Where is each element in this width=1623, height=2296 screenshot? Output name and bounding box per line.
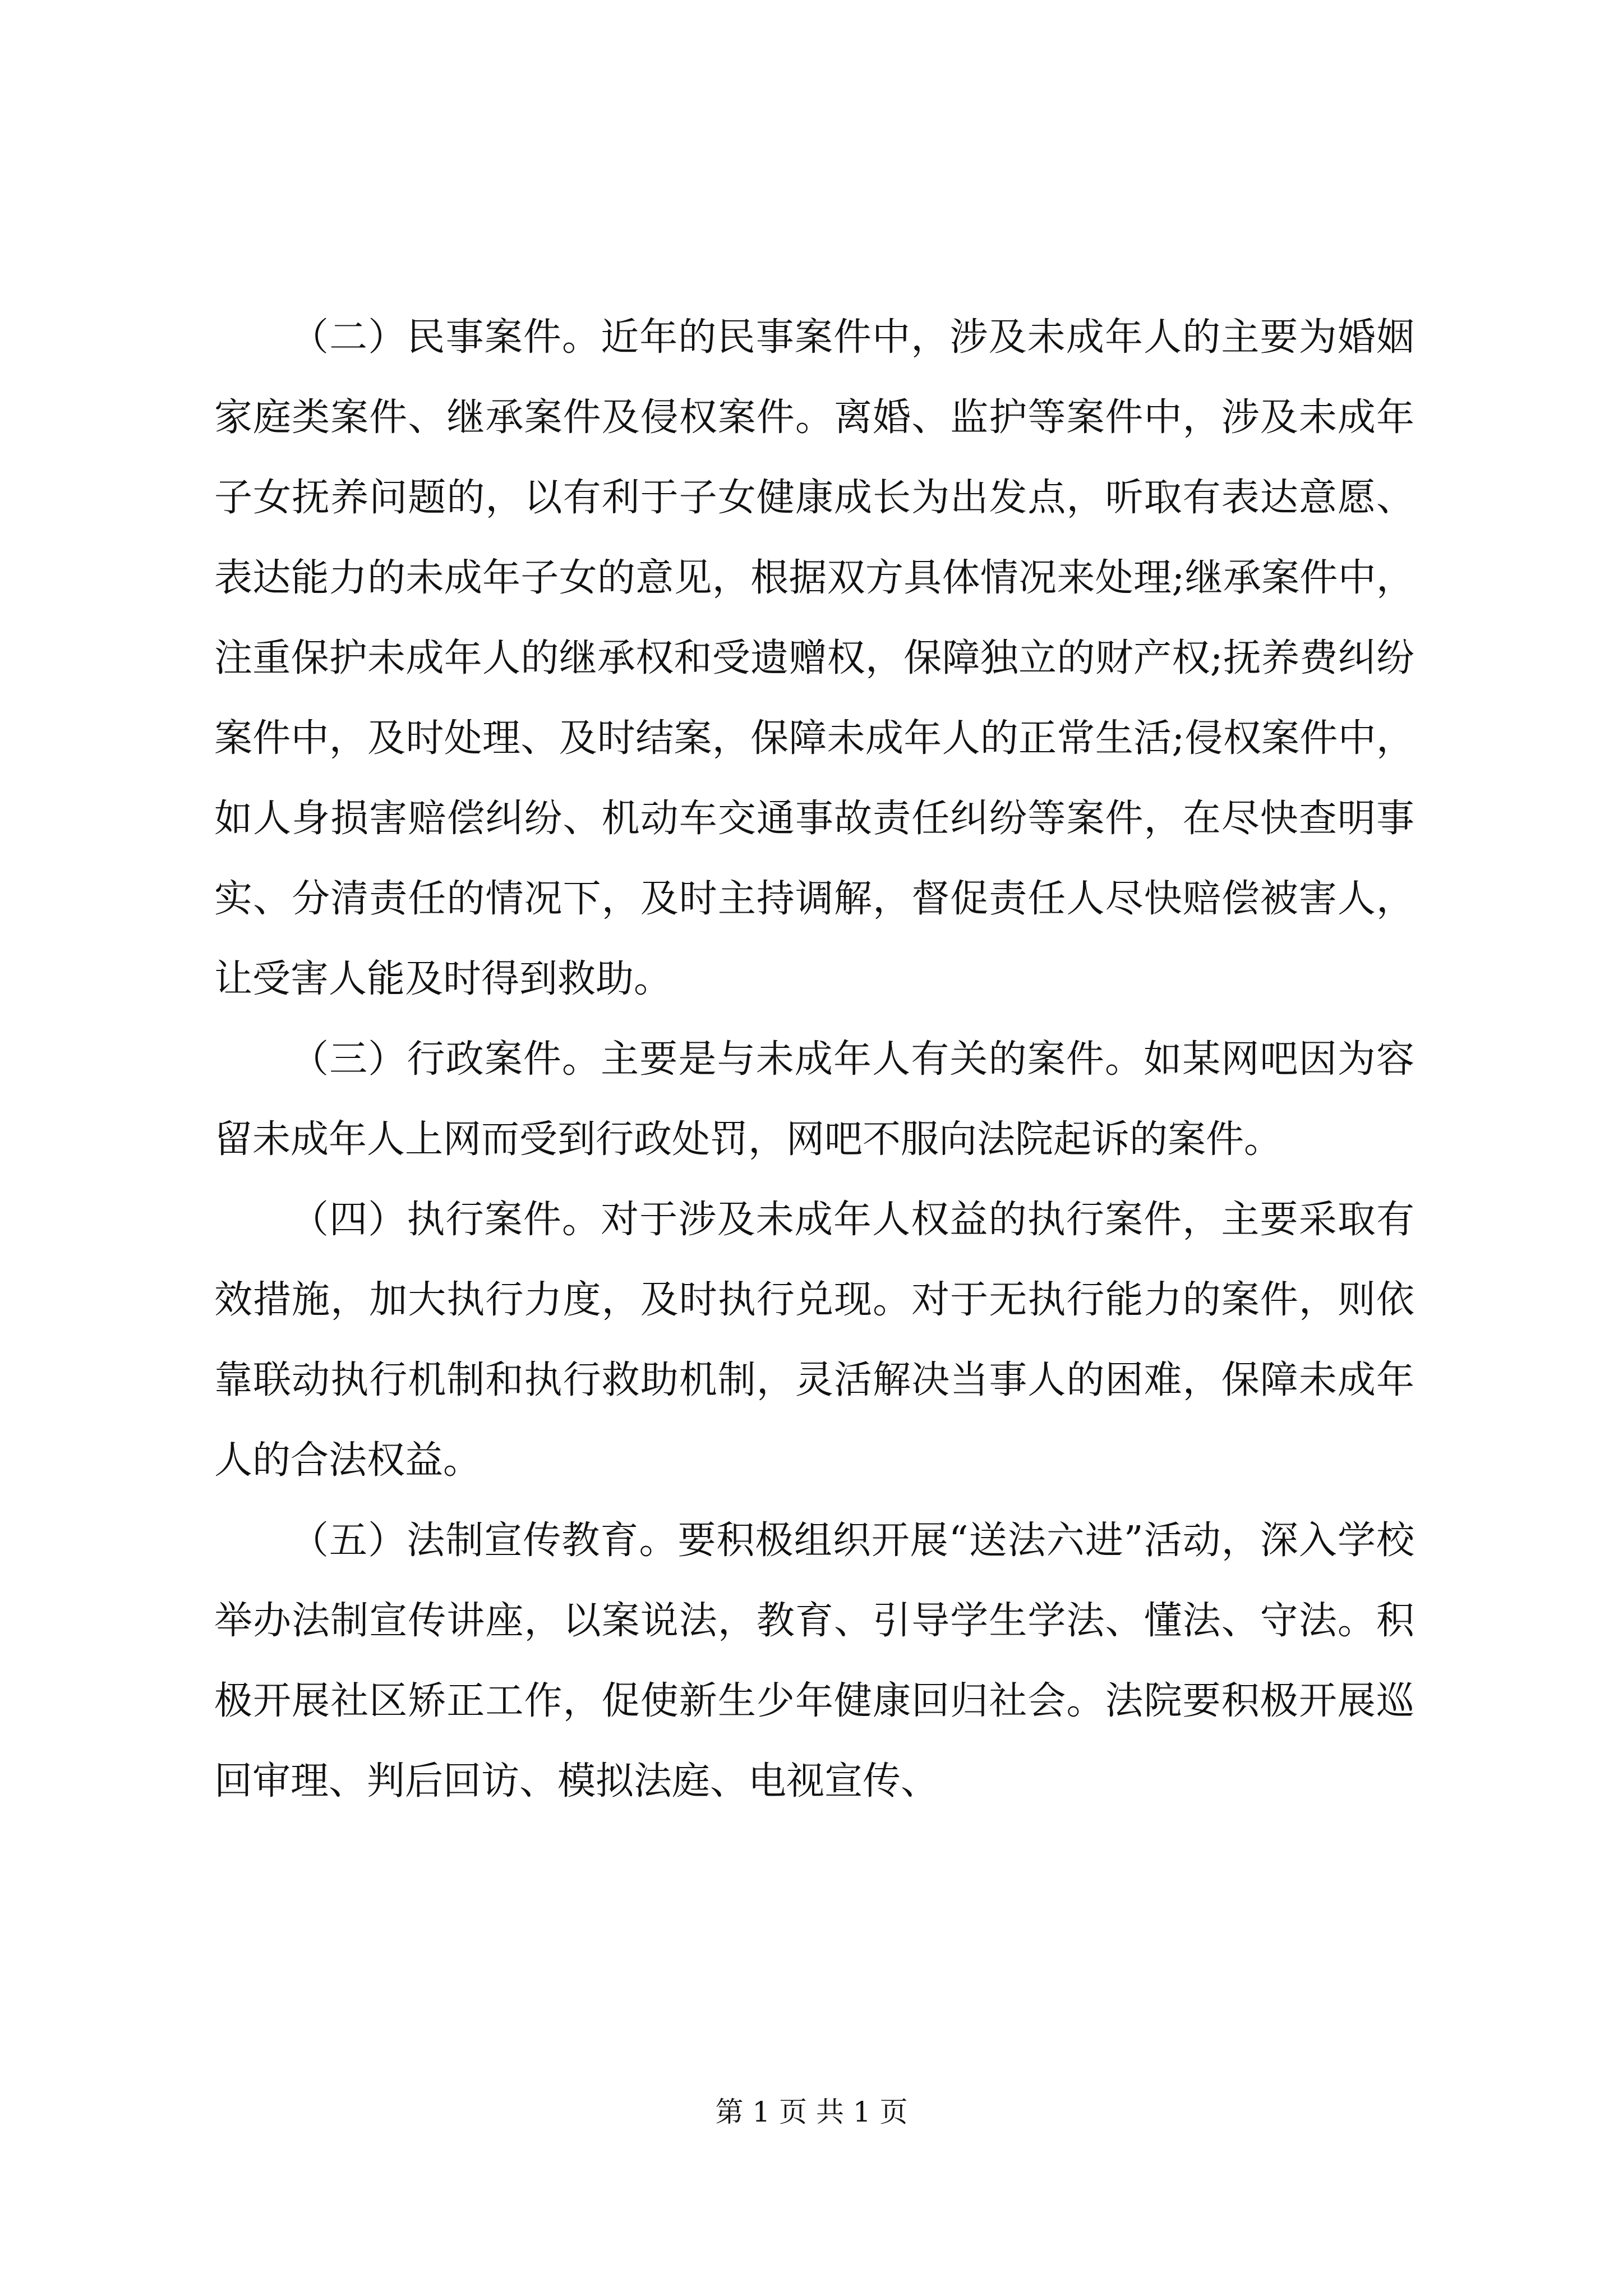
paragraph-administrative-cases: （三）行政案件。主要是与未成年人有关的案件。如某网吧因为容留未成年人上网而受到行政处罚，网吧不服向法院起诉的案件。 xyxy=(214,1037,1414,1162)
document-body xyxy=(214,297,1414,1821)
page-footer: 第 1 页 共 1 页 xyxy=(715,2096,908,2128)
paragraph-legal-education: （五）法制宣传教育。要积极组织开展“送法六进”活动，深入学校举办法制宣传讲座，以案说法，教育、引导学生学法、懂法、守法。积极开展社区矫正工作，促使新生少年健康回归社会。法院要积极开展巡回审理、判后回访、模拟法庭、电视宣传、 xyxy=(214,1519,1414,1803)
paragraph-civil-cases: （二）民事案件。近年的民事案件中，涉及未成年人的主要为婚姻家庭类案件、继承案件及侵权案件。离婚、监护等案件中，涉及未成年子女抚养问题的，以有利于子女健康成长为出发点，听取有表达意愿、表达能力的未成年子女的意见，根据双方具体情况来处理;继承案件中，注重保护未成年人的继承权和受遗赠权，保障独立的财产权;抚养费纠纷案件中，及时处理、及时结案，保障未成年人的正常生活;侵权案件中，如人身损害赔偿纠纷、机动车交通事故责任纠纷等案件，在尽快查明事实、分清责任的情况下，及时主持调解，督促责任人尽快赔偿被害人，让受害人能及时得到救助。 xyxy=(214,315,1414,1001)
paragraph-enforcement-cases: （四）执行案件。对于涉及未成年人权益的执行案件，主要采取有效措施，加大执行力度，及时执行兑现。对于无执行能力的案件，则依靠联动执行机制和执行救助机制，灵活解决当事人的困难，保障未成年人的合法权益。 xyxy=(214,1198,1414,1483)
